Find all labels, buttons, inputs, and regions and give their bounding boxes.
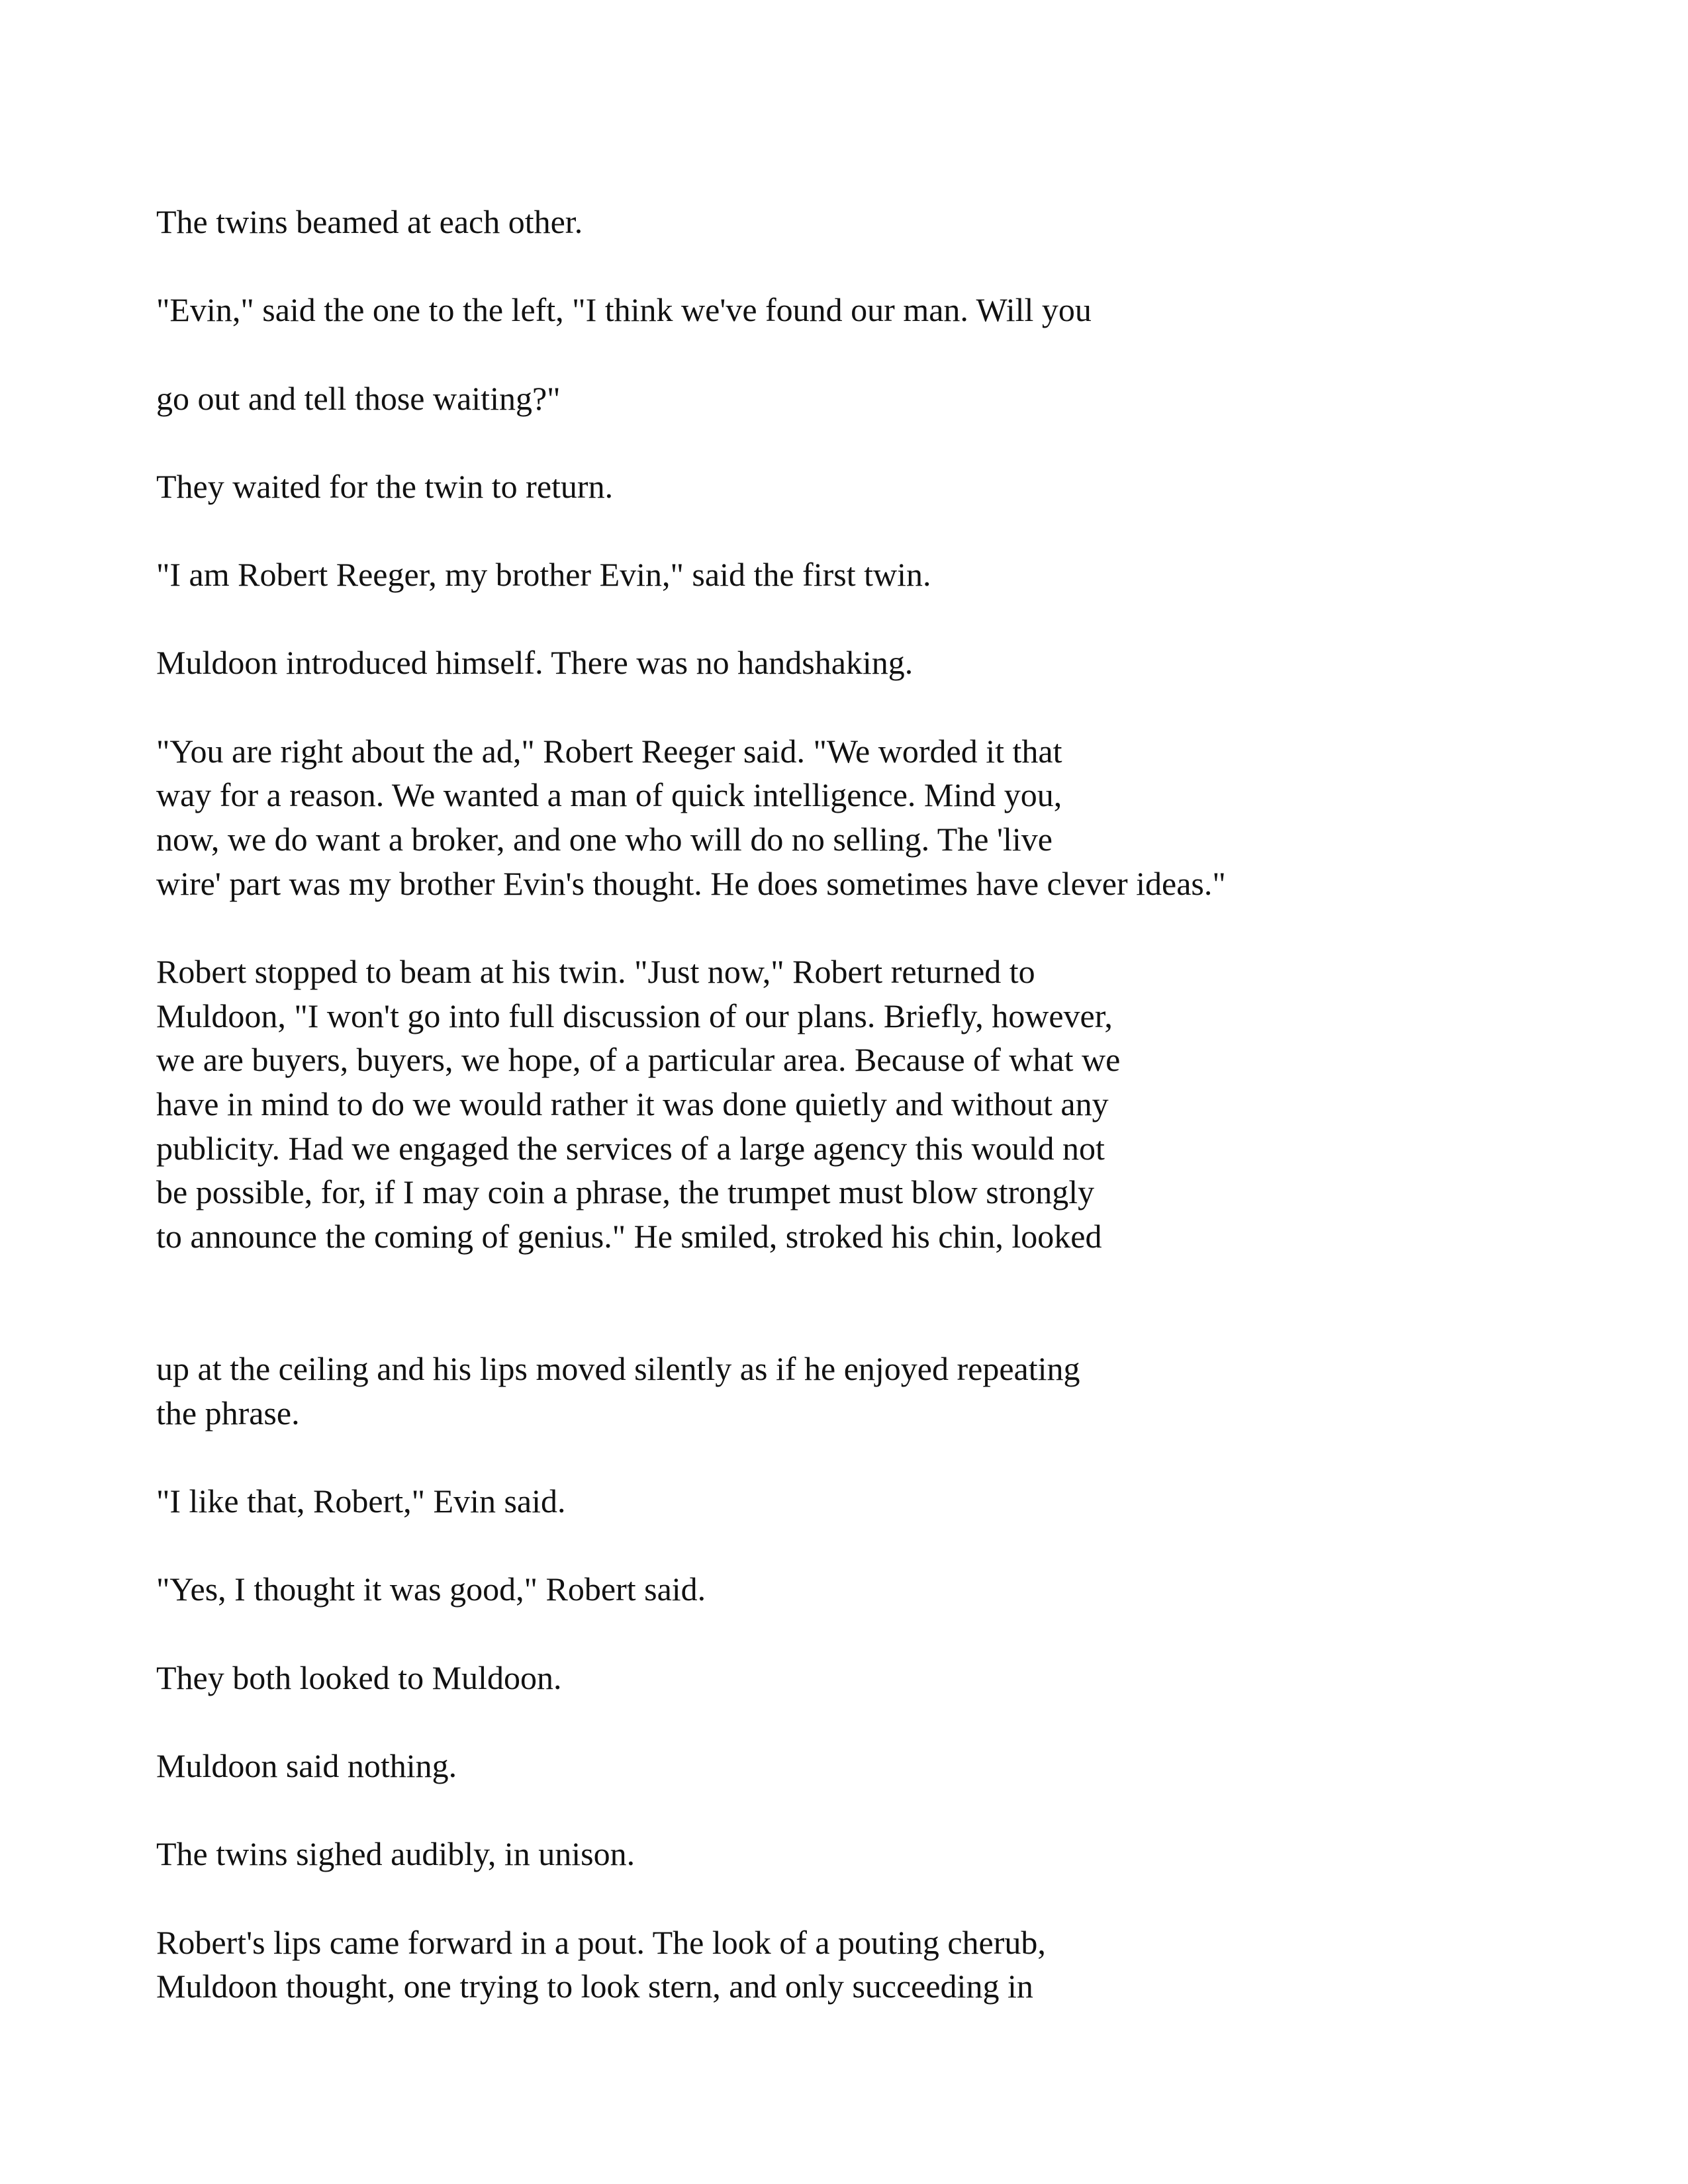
text-line: publicity. Had we engaged the services of a large agency this would not	[156, 1130, 1105, 1167]
text-line: we are buyers, buyers, we hope, of a particular area. Because of what we	[156, 1041, 1121, 1078]
text-line: They both looked to Muldoon.	[156, 1659, 562, 1696]
text-line: "Evin," said the one to the left, "I think we've found our man. Will you	[156, 291, 1092, 328]
text-line: They waited for the twin to return.	[156, 468, 614, 505]
text-line: up at the ceiling and his lips moved silently as if he enjoyed repeating	[156, 1350, 1080, 1387]
text-line: Robert's lips came forward in a pout. The look of a pouting cherub,	[156, 1924, 1046, 1961]
text-line: The twins beamed at each other.	[156, 203, 583, 240]
text-line: Muldoon thought, one trying to look stern, and only succeeding in	[156, 1968, 1033, 2005]
text-line: The twins sighed audibly, in unison.	[156, 1835, 635, 1872]
text-line: Robert stopped to beam at his twin. "Just now," Robert returned to	[156, 953, 1035, 990]
text-line: have in mind to do we would rather it was done quietly and without any	[156, 1085, 1109, 1122]
text-line: now, we do want a broker, and one who will do no selling. The 'live	[156, 821, 1053, 858]
text-line: to announce the coming of genius." He smiled, stroked his chin, looked	[156, 1218, 1102, 1255]
text-line: "I like that, Robert," Evin said.	[156, 1482, 566, 1520]
text-line: be possible, for, if I may coin a phrase, the trumpet must blow strongly	[156, 1173, 1095, 1210]
text-line: Muldoon said nothing.	[156, 1747, 457, 1784]
text-line: Muldoon introduced himself. There was no handshaking.	[156, 644, 914, 681]
text-line: Muldoon, "I won't go into full discussion of our plans. Briefly, however,	[156, 997, 1113, 1034]
text-line: the phrase.	[156, 1394, 300, 1432]
text-line: "I am Robert Reeger, my brother Evin," said the first twin.	[156, 556, 931, 593]
text-line: "You are right about the ad," Robert Reeger said. "We worded it that	[156, 733, 1062, 770]
text-line: "Yes, I thought it was good," Robert said.	[156, 1570, 706, 1608]
text-line: wire' part was my brother Evin's thought. He does sometimes have clever ideas."	[156, 865, 1226, 902]
text-line: way for a reason. We wanted a man of quick intelligence. Mind you,	[156, 776, 1062, 813]
text-line: go out and tell those waiting?"	[156, 380, 561, 417]
